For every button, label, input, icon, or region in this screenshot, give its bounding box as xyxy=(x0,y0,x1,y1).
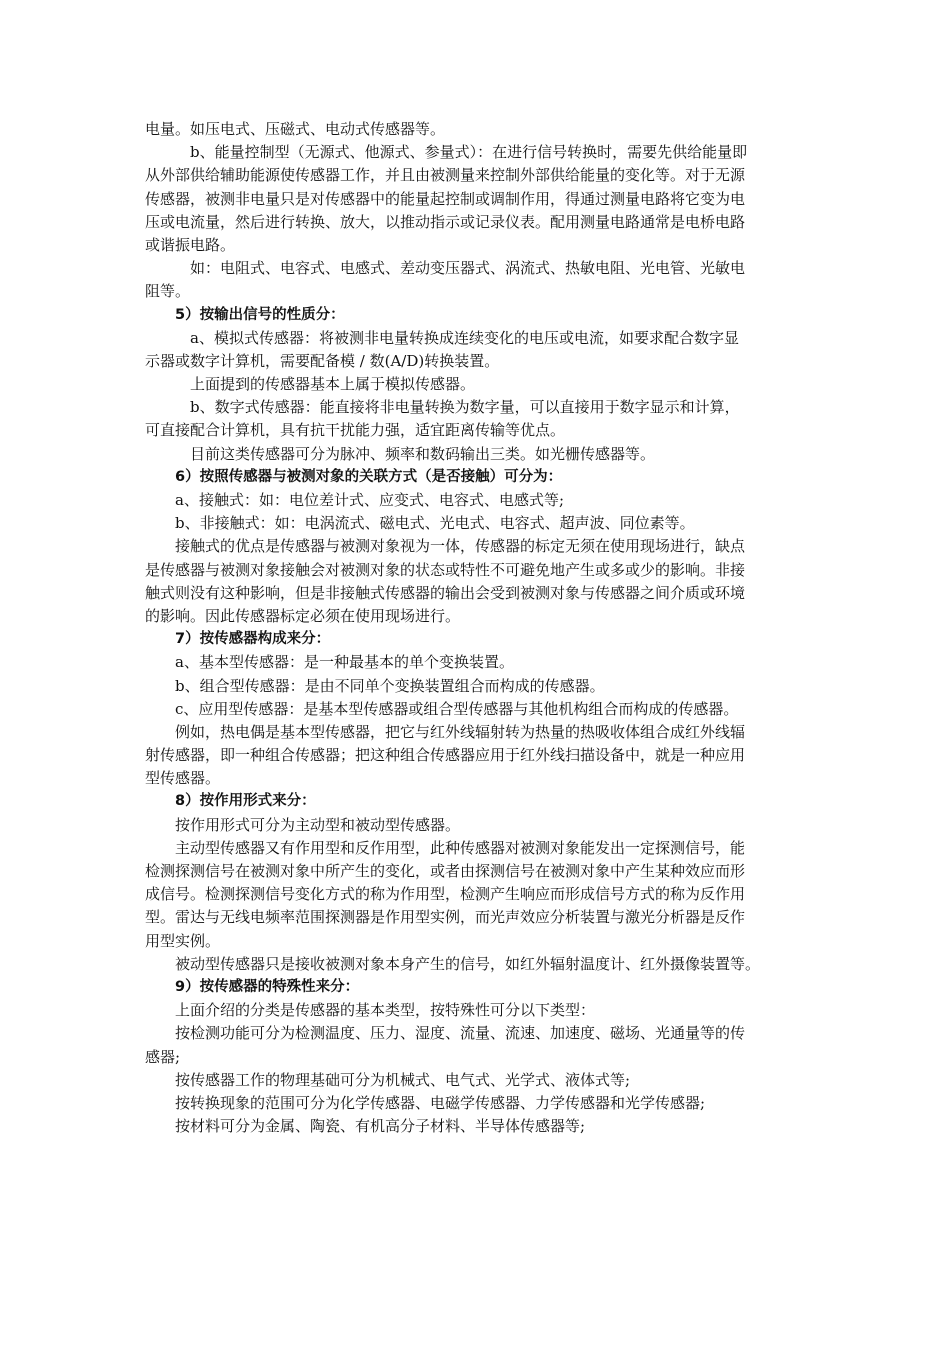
text-line: 按转换现象的范围可分为化学传感器、电磁学传感器、力学传感器和光学传感器; xyxy=(175,1093,706,1112)
text-line: 按传感器工作的物理基础可分为机械式、电气式、光学式、液体式等; xyxy=(175,1070,631,1089)
text-line: 上面介绍的分类是传感器的基本类型，按特殊性可分以下类型： xyxy=(175,1001,596,1020)
text-line: c、应用型传感器：是基本型传感器或组合型传感器与其他机构组合而构成的传感器。 xyxy=(175,699,739,718)
text-line: 如：电阻式、电容式、电感式、差动变压器式、涡流式、热敏电阻、光电管、光敏电 xyxy=(190,259,746,278)
section-heading: 5）按输出信号的性质分： xyxy=(175,306,345,323)
section-heading: 9）按传感器的特殊性来分： xyxy=(175,978,360,995)
text-line: b、非接触式：如：电涡流式、磁电式、光电式、电容式、超声波、同位素等。 xyxy=(175,514,695,533)
text-line: 按作用形式可分为主动型和被动型传感器。 xyxy=(175,815,461,834)
text-line: b、数字式传感器：能直接将非电量转换为数字量，可以直接用于数字显示和计算， xyxy=(190,398,740,417)
text-line: a、接触式：如：电位差计式、应变式、电容式、电感式等; xyxy=(175,491,564,509)
text-line: a、基本型传感器：是一种最基本的单个变换装置。 xyxy=(175,653,514,672)
text-line: 阻等。 xyxy=(145,282,191,301)
text-line: 从外部供给辅助能源使传感器工作，并且由被测量来控制外部供给能量的变化等。对于无源 xyxy=(145,166,746,185)
text-line: 上面提到的传感器基本上属于模拟传感器。 xyxy=(190,375,476,394)
text-line: 目前这类传感器可分为脉冲、频率和数码输出三类。如光栅传感器等。 xyxy=(190,444,656,463)
text-line: 或谐振电路。 xyxy=(145,235,236,254)
section-heading: 8）按作用形式来分： xyxy=(175,793,316,810)
text-line: 型传感器。 xyxy=(145,769,221,788)
text-line: a、模拟式传感器：将被测非电量转换成连续变化的电压或电流，如要求配合数字显 xyxy=(190,328,739,347)
text-line: 示器或数字计算机，需要配备模 / 数(A/D)转换装置。 xyxy=(145,351,500,370)
text-line: 射传感器，即一种组合传感器；把这种组合传感器应用于红外线扫描设备中，就是一种应用 xyxy=(145,746,746,765)
text-line: 按材料可分为金属、陶瓷、有机高分子材料、半导体传感器等; xyxy=(175,1117,586,1136)
text-line: 型。雷达与无线电频率范围探测器是作用型实例，而光声效应分析装置与激光分析器是反作 xyxy=(145,908,746,927)
section-heading: 7）按传感器构成来分： xyxy=(175,631,331,648)
text-line: b、能量控制型（无源式、他源式、参量式）：在进行信号转换时，需要先供给能量即 xyxy=(190,143,748,162)
text-line: 的影响。因此传感器标定必须在使用现场进行。 xyxy=(145,606,461,625)
text-line: 压或电流量，然后进行转换、放大，以推动指示或记录仪表。配用测量电路通常是电桥电路 xyxy=(145,212,746,231)
text-line: 可直接配合计算机，具有抗干扰能力强，适宜距离传输等优点。 xyxy=(145,421,566,440)
section-heading: 6）按照传感器与被测对象的关联方式（是否接触）可分为： xyxy=(175,468,563,485)
text-line: 用型实例。 xyxy=(145,931,221,950)
text-line: 例如，热电偶是基本型传感器，把它与红外线辐射转为热量的热吸收体组合成红外线辐 xyxy=(175,722,746,741)
text-line: b、组合型传感器：是由不同单个变换装置组合而构成的传感器。 xyxy=(175,676,605,695)
text-line: 是传感器与被测对象接触会对被测对象的状态或特性不可避免地产生或多或少的影响。非接 xyxy=(145,560,746,579)
text-line: 检测探测信号在被测对象中所产生的变化，或者由探测信号在被测对象中产生某种效应而形 xyxy=(145,862,746,880)
text-line: 触式则没有这种影响，但是非接触式传感器的输出会受到被测对象与传感器之间介质或环境 xyxy=(145,583,746,602)
text-line: 感器; xyxy=(145,1047,181,1066)
text-line: 被动型传感器只是接收被测对象本身产生的信号，如红外辐射温度计、红外摄像装置等。 xyxy=(175,954,761,973)
text-line: 主动型传感器又有作用型和反作用型，此种传感器对被测对象能发出一定探测信号，能 xyxy=(175,838,746,857)
text-line: 传感器，被测非电量只是对传感器中的能量起控制或调制作用，得通过测量电路将它变为电 xyxy=(145,189,746,208)
text-line: 成信号。检测探测信号变化方式的称为作用型，检测产生响应而形成信号方式的称为反作用 xyxy=(145,885,746,904)
text-line: 接触式的优点是传感器与被测对象视为一体，传感器的标定无须在使用现场进行，缺点 xyxy=(175,537,746,556)
text-line: 电量。如压电式、压磁式、电动式传感器等。 xyxy=(145,120,446,138)
text-line: 按检测功能可分为检测温度、压力、湿度、流量、流速、加速度、磁场、光通量等的传 xyxy=(175,1024,746,1043)
document-page xyxy=(145,118,810,1138)
